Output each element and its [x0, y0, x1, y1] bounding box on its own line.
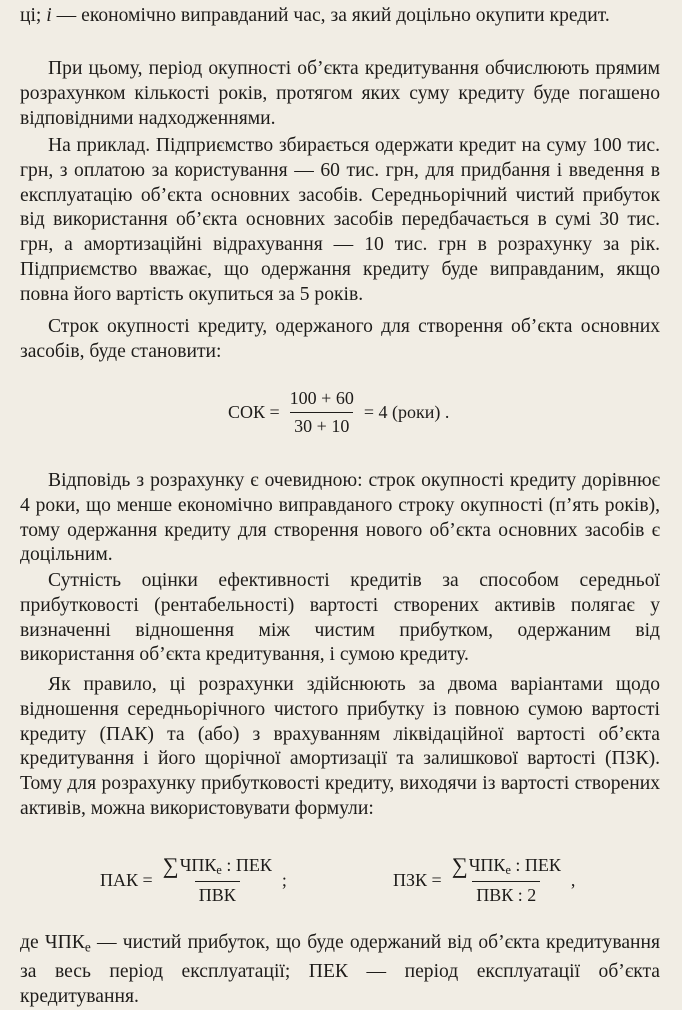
- paragraph-1-start: ці;: [20, 5, 47, 26]
- formula-pzk-num-var: ЧПК: [468, 855, 506, 875]
- formula-sok-fraction: [286, 388, 358, 437]
- paragraph-8-start: де ЧПК: [20, 932, 85, 953]
- paragraph-8-subscript: е: [84, 939, 91, 955]
- paragraph-1: [20, 4, 660, 29]
- formula-sok: [228, 388, 449, 437]
- formula-pzk-numerator: [448, 855, 565, 881]
- formula-pzk-fraction: [448, 855, 565, 906]
- formula-pak-tail: ;: [281, 870, 287, 891]
- formula-pak-numerator: [159, 855, 276, 881]
- formula-sok-numerator: 100 + 60: [289, 388, 354, 408]
- paragraph-1-rest: — економічно виправданий час, за який доцільно окупити кредит.: [51, 5, 610, 26]
- formula-sok-lhs: СОК =: [228, 402, 280, 422]
- formula-pzk-lhs: ПЗК =: [393, 870, 442, 891]
- variable-i: i: [46, 5, 52, 26]
- paragraph-5: Відповідь з розрахунку є очевидною: строк окупності кредиту дорівнює 4 роки, що менше економічно виправданого строку окупності (п’ять років), тому одержання кредиту для створення нового об’єкта основних засобів є доцільним.: [20, 470, 660, 566]
- formula-pzk-tail: ,: [570, 870, 576, 891]
- formula-pak-num-subscript: е: [216, 863, 222, 878]
- formula-pak-num-var: ЧПК: [179, 855, 217, 875]
- formula-pzk-denominator: ПВК : 2: [472, 881, 540, 906]
- paragraph-4: Строк окупності кредиту, одержаного для створення об’єкта основних засобів, буде становити:: [20, 316, 660, 362]
- sum-symbol: ∑: [162, 853, 179, 878]
- paragraph-6: Сутність оцінки ефективності кредитів за способом середньої прибутковості (рентабельності) вартості створених активів полягає у визначенні відношення між чистим прибутком, одержаним від використання об’єкта кредитування, і сумою кредиту.: [20, 570, 660, 666]
- paragraph-7: Як правило, ці розрахунки здійснюють за двома варіантами щодо відношення середньорічного чистого прибутку із повною сумою вартості кредиту (ПАК) та (або) з врахуванням ліквідаційної вартості об’єкта кредитування і його щорічної амортизації та залишкової вартості (ПЗК). Тому для розрахунку прибутковості кредиту, виходячи із вартості створених активів, можна використовувати формули:: [20, 674, 660, 819]
- formula-pak-denominator: ПВК: [195, 881, 240, 906]
- paragraph-8: [20, 931, 660, 1010]
- paragraph-3: На приклад. Підприємство збирається одержати кредит на суму 100 тис. грн, з оплатою за користування — 60 тис. грн, для придбання і введення в експлуатацію об’єкта основних засобів. Середньорічний чистий прибуток від використання об’єкта основних засобів передбачається в сумі 30 тис. грн, а амортизаційні відрахування — 10 тис. грн в розрахунку за рік. Підприємство вважає, що одержання кредиту буде виправданим, якщо повна його вартість окупиться за 5 років.: [20, 135, 660, 305]
- formula-sok-rhs: = 4 (роки) .: [363, 402, 450, 422]
- sum-symbol: ∑: [451, 853, 468, 878]
- formula-sok-denominator: 30 + 10: [290, 412, 353, 437]
- formula-pak: [100, 855, 287, 906]
- formula-pzk-num-subscript: е: [505, 863, 511, 878]
- formula-pak-fraction: [159, 855, 276, 906]
- formula-pzk-num-rest: : ПЕК: [510, 855, 561, 875]
- formula-pak-num-rest: : ПЕК: [221, 855, 272, 875]
- formula-pak-lhs: ПАК =: [100, 870, 153, 891]
- paragraph-8-rest: — чистий прибуток, що буде одержаний від об’єкта кредитування за весь період експлуатації; ПЕК — період експлуатації об’єкта кредитування.: [20, 932, 660, 1007]
- formula-pzk: [393, 855, 575, 906]
- paragraph-2: При цьому, період окупності об’єкта кредитування обчислюють прямим розрахунком кількості років, протягом яких суму кредиту буде погашено відповідними надходженнями.: [20, 58, 660, 129]
